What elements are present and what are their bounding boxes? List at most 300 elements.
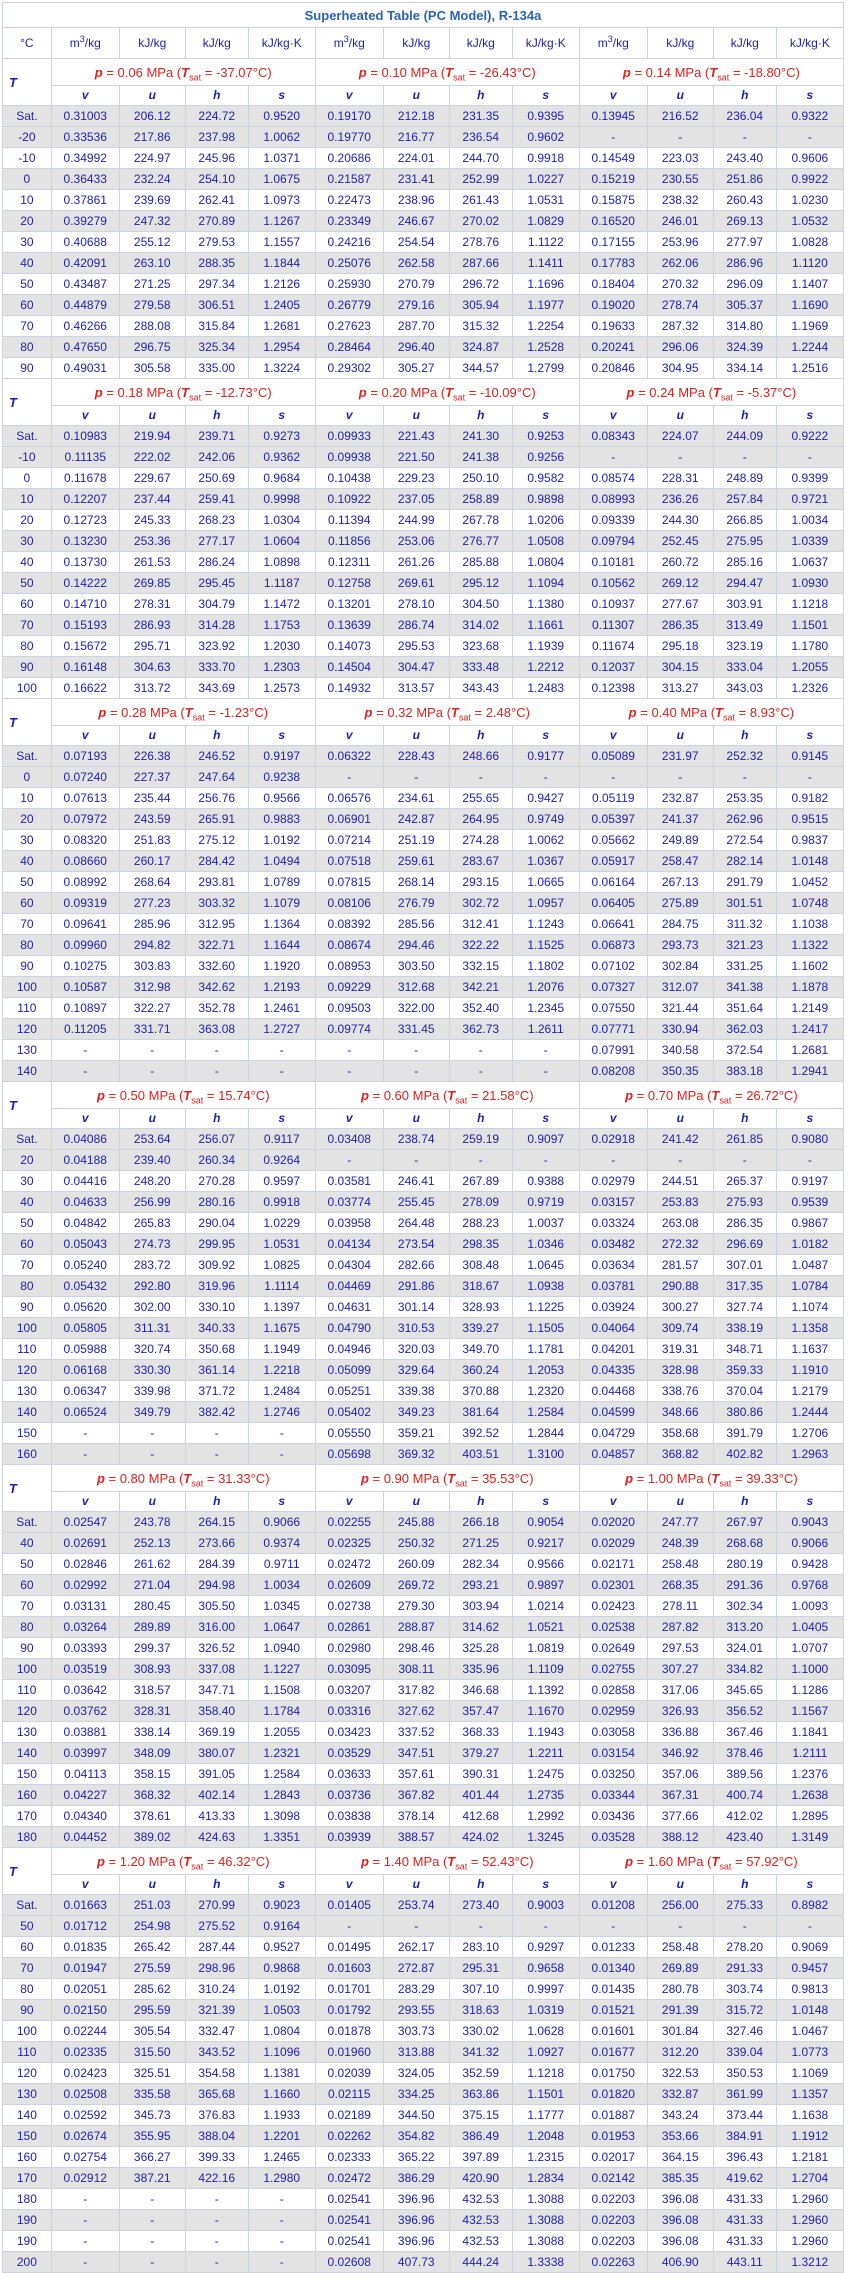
cell-v: 0.03774 (315, 1192, 383, 1213)
cell-s: 0.9606 (776, 148, 843, 169)
cell-v: 0.04857 (579, 1444, 647, 1465)
cell-u: 256.99 (119, 1192, 185, 1213)
cell-u: 212.18 (383, 106, 449, 127)
cell-h: 326.52 (185, 1638, 248, 1659)
cell-u: 244.51 (647, 1171, 713, 1192)
cell-u: 272.87 (383, 1958, 449, 1979)
cell-s: 1.2053 (512, 1360, 579, 1381)
cell-u: 224.07 (647, 426, 713, 447)
cell-v: 0.03642 (51, 1680, 119, 1701)
cell-v: 0.06322 (315, 746, 383, 767)
cell-s: 1.1411 (512, 253, 579, 274)
cell-h: 402.82 (713, 1444, 776, 1465)
cell-s: 1.2181 (776, 2147, 843, 2168)
cell-h: 266.85 (713, 510, 776, 531)
symbol-row (3, 726, 844, 746)
cell-h: 324.39 (713, 337, 776, 358)
cell-u: 279.30 (383, 1596, 449, 1617)
cell-u: 327.62 (383, 1701, 449, 1722)
symbol-v: v (51, 86, 119, 106)
cell-s: 0.9362 (248, 447, 315, 468)
cell-u: - (383, 1040, 449, 1061)
cell-s: 1.1267 (248, 211, 315, 232)
cell-v: 0.17155 (579, 232, 647, 253)
cell-h: - (713, 767, 776, 788)
row-temperature: 140 (3, 1402, 52, 1423)
cell-u: 238.74 (383, 1129, 449, 1150)
cell-u: 248.39 (647, 1533, 713, 1554)
cell-h: 347.71 (185, 1680, 248, 1701)
cell-v: - (51, 2210, 119, 2231)
cell-v: - (315, 1040, 383, 1061)
cell-s: 0.9566 (512, 1554, 579, 1575)
temperature-label: T (3, 379, 52, 426)
cell-s: 1.1557 (248, 232, 315, 253)
cell-v: 0.12398 (579, 678, 647, 699)
cell-v: 0.02203 (579, 2189, 647, 2210)
cell-v: 0.04113 (51, 1764, 119, 1785)
table-row (3, 2084, 844, 2105)
cell-u: 348.66 (647, 1402, 713, 1423)
table-row (3, 1785, 844, 1806)
cell-u: 222.02 (119, 447, 185, 468)
symbol-v: v (51, 1109, 119, 1129)
cell-h: 323.68 (449, 636, 512, 657)
table-row (3, 169, 844, 190)
cell-h: 391.05 (185, 1764, 248, 1785)
cell-h: 277.97 (713, 232, 776, 253)
cell-s: 1.1841 (776, 1722, 843, 1743)
row-temperature: 40 (3, 851, 52, 872)
pressure-heading: p = 0.80 MPa $(T_{sat} = 31.33^\circ C)$ (51, 1465, 315, 1492)
cell-u: 269.12 (647, 573, 713, 594)
cell-h: 349.70 (449, 1339, 512, 1360)
cell-s: 0.9684 (248, 468, 315, 489)
cell-v: 0.05698 (315, 1444, 383, 1465)
cell-u: 377.66 (647, 1806, 713, 1827)
cell-u: 318.57 (119, 1680, 185, 1701)
cell-h: 313.20 (713, 1617, 776, 1638)
cell-u: 228.43 (383, 746, 449, 767)
cell-s: 1.2376 (776, 1764, 843, 1785)
cell-u: 253.36 (119, 531, 185, 552)
cell-s: 1.2417 (776, 1019, 843, 1040)
symbol-s: s (512, 1875, 579, 1895)
symbol-v: v (51, 726, 119, 746)
table-row (3, 510, 844, 531)
row-temperature: 100 (3, 977, 52, 998)
cell-h: 267.97 (713, 1512, 776, 1533)
cell-h: 278.20 (713, 1937, 776, 1958)
cell-u: 285.56 (383, 914, 449, 935)
cell-h: - (185, 1040, 248, 1061)
cell-v: 0.22473 (315, 190, 383, 211)
cell-s: 1.2254 (512, 316, 579, 337)
table-row (3, 615, 844, 636)
cell-h: 343.52 (185, 2042, 248, 2063)
cell-s: 1.0532 (776, 211, 843, 232)
cell-u: 241.42 (647, 1129, 713, 1150)
cell-s: 1.0304 (248, 510, 315, 531)
cell-v: 0.19170 (315, 106, 383, 127)
cell-h: 265.37 (713, 1171, 776, 1192)
cell-s: 1.1407 (776, 274, 843, 295)
cell-u: 288.08 (119, 316, 185, 337)
cell-s: 0.9898 (512, 489, 579, 510)
cell-u: 283.72 (119, 1255, 185, 1276)
table-row (3, 211, 844, 232)
cell-u: 358.68 (647, 1423, 713, 1444)
row-temperature: 100 (3, 1659, 52, 1680)
cell-u: 262.17 (383, 1937, 449, 1958)
cell-v: 0.01878 (315, 2021, 383, 2042)
cell-u: 358.15 (119, 1764, 185, 1785)
cell-u: 284.75 (647, 914, 713, 935)
cell-v: 0.10983 (51, 426, 119, 447)
cell-u: 407.73 (383, 2252, 449, 2273)
symbol-s: s (776, 86, 843, 106)
cell-h: 244.70 (449, 148, 512, 169)
cell-h: 288.23 (449, 1213, 512, 1234)
cell-s: 1.0804 (248, 2021, 315, 2042)
cell-s: 1.2584 (248, 1764, 315, 1785)
cell-v: 0.02115 (315, 2084, 383, 2105)
cell-s: 1.1602 (776, 956, 843, 977)
cell-u: 270.79 (383, 274, 449, 295)
cell-h: 236.04 (713, 106, 776, 127)
cell-h: 294.47 (713, 573, 776, 594)
symbol-h: h (185, 1492, 248, 1512)
table-row (3, 1895, 844, 1916)
cell-v: 0.01947 (51, 1958, 119, 1979)
cell-v: 0.11678 (51, 468, 119, 489)
cell-s: 0.9182 (776, 788, 843, 809)
cell-u: 322.27 (119, 998, 185, 1019)
cell-u: 246.67 (383, 211, 449, 232)
symbol-u: u (119, 1492, 185, 1512)
cell-v: 0.02980 (315, 1638, 383, 1659)
cell-v: 0.07102 (579, 956, 647, 977)
row-temperature: 90 (3, 1638, 52, 1659)
cell-u: 238.32 (647, 190, 713, 211)
cell-u: 301.14 (383, 1297, 449, 1318)
cell-u: 221.43 (383, 426, 449, 447)
cell-h: 260.43 (713, 190, 776, 211)
cell-h: 278.76 (449, 232, 512, 253)
cell-s: 1.2960 (776, 2210, 843, 2231)
cell-v: 0.03924 (579, 1297, 647, 1318)
cell-v: 0.14932 (315, 678, 383, 699)
cell-h: 290.04 (185, 1213, 248, 1234)
row-temperature: 50 (3, 1554, 52, 1575)
unit-v: $m^3/kg$ (579, 28, 647, 59)
cell-h: 257.84 (713, 489, 776, 510)
cell-h: 376.83 (185, 2105, 248, 2126)
cell-h: 333.04 (713, 657, 776, 678)
cell-v: 0.02649 (579, 1638, 647, 1659)
cell-h: 419.62 (713, 2168, 776, 2189)
cell-h: 277.17 (185, 531, 248, 552)
cell-s: 0.9582 (512, 468, 579, 489)
cell-s: 1.2799 (512, 358, 579, 379)
cell-u: 258.47 (647, 851, 713, 872)
row-temperature: Sat. (3, 426, 52, 447)
cell-s: 1.2735 (512, 1785, 579, 1806)
cell-v: 0.02262 (315, 2126, 383, 2147)
cell-u: 245.88 (383, 1512, 449, 1533)
row-temperature: 120 (3, 2063, 52, 2084)
cell-h: 303.94 (449, 1596, 512, 1617)
cell-s: 1.1000 (776, 1659, 843, 1680)
cell-u: 338.76 (647, 1381, 713, 1402)
cell-h: 270.28 (185, 1171, 248, 1192)
table-row (3, 1533, 844, 1554)
cell-u: 268.64 (119, 872, 185, 893)
cell-u: 237.05 (383, 489, 449, 510)
cell-v: 0.05089 (579, 746, 647, 767)
cell-s: 1.0227 (512, 169, 579, 190)
cell-u: 378.14 (383, 1806, 449, 1827)
row-temperature: -10 (3, 148, 52, 169)
cell-s: 0.9164 (248, 1916, 315, 1937)
cell-s: 1.2980 (248, 2168, 315, 2189)
cell-u: 326.93 (647, 1701, 713, 1722)
cell-s: 1.0647 (248, 1617, 315, 1638)
row-temperature: 0 (3, 767, 52, 788)
table-row (3, 636, 844, 657)
symbol-h: h (449, 1875, 512, 1895)
cell-u: 309.74 (647, 1318, 713, 1339)
cell-s: 1.2111 (776, 1743, 843, 1764)
cell-s: 0.9256 (512, 447, 579, 468)
cell-u: 262.06 (647, 253, 713, 274)
cell-v: 0.04064 (579, 1318, 647, 1339)
row-temperature: -20 (3, 127, 52, 148)
cell-h: - (185, 1061, 248, 1082)
cell-h: 319.96 (185, 1276, 248, 1297)
symbol-row (3, 86, 844, 106)
cell-h: 307.01 (713, 1255, 776, 1276)
cell-v: 0.14710 (51, 594, 119, 615)
table-row (3, 274, 844, 295)
cell-h: 431.33 (713, 2189, 776, 2210)
cell-h: 314.80 (713, 316, 776, 337)
cell-v: 0.04340 (51, 1806, 119, 1827)
cell-s: 1.2484 (248, 1381, 315, 1402)
cell-s: - (248, 2210, 315, 2231)
cell-s: 1.3212 (776, 2252, 843, 2273)
cell-s: 0.9264 (248, 1150, 315, 1171)
cell-u: 302.84 (647, 956, 713, 977)
cell-h: 252.99 (449, 169, 512, 190)
cell-h: 397.89 (449, 2147, 512, 2168)
row-temperature: 70 (3, 914, 52, 935)
row-temperature: 10 (3, 788, 52, 809)
row-temperature: 60 (3, 1575, 52, 1596)
cell-u: 281.57 (647, 1255, 713, 1276)
cell-h: 325.34 (185, 337, 248, 358)
cell-u: 279.58 (119, 295, 185, 316)
cell-s: 1.0927 (512, 2042, 579, 2063)
cell-s: - (248, 2189, 315, 2210)
cell-u: 312.68 (383, 977, 449, 998)
cell-u: 346.92 (647, 1743, 713, 1764)
cell-u: 254.98 (119, 1916, 185, 1937)
cell-s: 1.0062 (512, 830, 579, 851)
cell-h: 322.22 (449, 935, 512, 956)
cell-s: 1.1069 (776, 2063, 843, 2084)
cell-s: 1.1753 (248, 615, 315, 636)
cell-h: 333.48 (449, 657, 512, 678)
cell-h: 363.86 (449, 2084, 512, 2105)
table-row (3, 468, 844, 489)
cell-h: 245.96 (185, 148, 248, 169)
cell-v: 0.02691 (51, 1533, 119, 1554)
cell-u: 304.95 (647, 358, 713, 379)
cell-v: 0.13230 (51, 531, 119, 552)
row-temperature: 110 (3, 2042, 52, 2063)
cell-h: 280.16 (185, 1192, 248, 1213)
cell-h: 259.41 (185, 489, 248, 510)
cell-h: 352.40 (449, 998, 512, 1019)
unit-s: kJ/kg·K (776, 28, 843, 59)
cell-h: 268.68 (713, 1533, 776, 1554)
cell-v: 0.03408 (315, 1129, 383, 1150)
cell-u: 277.23 (119, 893, 185, 914)
cell-s: 1.1508 (248, 1680, 315, 1701)
cell-v: 0.05099 (315, 1360, 383, 1381)
cell-s: 1.1074 (776, 1297, 843, 1318)
cell-s: 1.2055 (248, 1722, 315, 1743)
cell-h: 344.57 (449, 358, 512, 379)
cell-v: 0.07771 (579, 1019, 647, 1040)
cell-s: 1.1675 (248, 1318, 315, 1339)
cell-s: 1.0930 (776, 573, 843, 594)
cell-s: 1.3098 (248, 1806, 315, 1827)
row-temperature: 50 (3, 274, 52, 295)
cell-v: 0.08208 (579, 1061, 647, 1082)
cell-h: - (449, 1040, 512, 1061)
table-row (3, 678, 844, 699)
cell-h: 252.32 (713, 746, 776, 767)
cell-u: 311.31 (119, 1318, 185, 1339)
cell-v: 0.27623 (315, 316, 383, 337)
cell-s: 0.9217 (512, 1533, 579, 1554)
cell-h: 332.15 (449, 956, 512, 977)
cell-u: 348.09 (119, 1743, 185, 1764)
table-row (3, 914, 844, 935)
cell-s: 1.2681 (248, 316, 315, 337)
cell-u: 303.83 (119, 956, 185, 977)
symbol-u: u (647, 1109, 713, 1129)
cell-h: 259.19 (449, 1129, 512, 1150)
symbol-h: h (449, 406, 512, 426)
cell-s: 0.9066 (776, 1533, 843, 1554)
cell-h: 392.52 (449, 1423, 512, 1444)
cell-s: - (512, 767, 579, 788)
cell-h: 370.88 (449, 1381, 512, 1402)
unit-u: kJ/kg (383, 28, 449, 59)
cell-s: 0.9043 (776, 1512, 843, 1533)
cell-u: 339.98 (119, 1381, 185, 1402)
cell-v: 0.11674 (579, 636, 647, 657)
symbol-s: s (248, 1492, 315, 1512)
cell-u: 339.38 (383, 1381, 449, 1402)
cell-h: 327.74 (713, 1297, 776, 1318)
cell-s: 1.2895 (776, 1806, 843, 1827)
cell-v: 0.04086 (51, 1129, 119, 1150)
cell-s: - (512, 1040, 579, 1061)
cell-s: 0.9080 (776, 1129, 843, 1150)
cell-u: 385.35 (647, 2168, 713, 2189)
cell-s: 1.1878 (776, 977, 843, 998)
cell-h: 261.43 (449, 190, 512, 211)
symbol-u: u (119, 726, 185, 746)
cell-v: 0.10922 (315, 489, 383, 510)
symbol-s: s (248, 1109, 315, 1129)
cell-h: 343.43 (449, 678, 512, 699)
cell-v: 0.05550 (315, 1423, 383, 1444)
cell-s: 1.1781 (512, 1339, 579, 1360)
cell-h: 321.23 (713, 935, 776, 956)
cell-u: 387.21 (119, 2168, 185, 2189)
cell-u: - (383, 1916, 449, 1937)
row-temperature: 120 (3, 1360, 52, 1381)
cell-u: 343.24 (647, 2105, 713, 2126)
symbol-u: u (383, 1492, 449, 1512)
cell-h: 362.03 (713, 1019, 776, 1040)
cell-h: 389.56 (713, 1764, 776, 1785)
cell-h: 403.51 (449, 1444, 512, 1465)
cell-u: 294.46 (383, 935, 449, 956)
cell-s: 1.2444 (776, 1402, 843, 1423)
cell-v: 0.01960 (315, 2042, 383, 2063)
cell-v: 0.11135 (51, 447, 119, 468)
cell-s: 1.1920 (248, 956, 315, 977)
table-row (3, 594, 844, 615)
cell-u: 293.55 (383, 2000, 449, 2021)
cell-s: 1.1912 (776, 2126, 843, 2147)
cell-h: 311.32 (713, 914, 776, 935)
cell-s: 1.2573 (248, 678, 315, 699)
cell-u: 271.04 (119, 1575, 185, 1596)
cell-v: 0.02609 (315, 1575, 383, 1596)
table-row (3, 809, 844, 830)
cell-u: 294.82 (119, 935, 185, 956)
cell-s: 1.2746 (248, 1402, 315, 1423)
cell-v: 0.47650 (51, 337, 119, 358)
row-temperature: 40 (3, 253, 52, 274)
cell-h: 315.72 (713, 2000, 776, 2021)
cell-v: 0.14504 (315, 657, 383, 678)
cell-s: 1.3224 (248, 358, 315, 379)
cell-h: 246.52 (185, 746, 248, 767)
unit-v: $m^3/kg$ (315, 28, 383, 59)
cell-h: 262.96 (713, 809, 776, 830)
row-temperature: 90 (3, 657, 52, 678)
cell-s: 0.9003 (512, 1895, 579, 1916)
table-row (3, 1937, 844, 1958)
cell-v: 0.11394 (315, 510, 383, 531)
pressure-heading: p = 1.60 MPa $(T_{sat} = 57.92^\circ C)$ (579, 1848, 843, 1875)
symbol-u: u (383, 406, 449, 426)
cell-u: 334.25 (383, 2084, 449, 2105)
cell-v: 0.01208 (579, 1895, 647, 1916)
row-temperature: 80 (3, 337, 52, 358)
cell-h: 286.35 (713, 1213, 776, 1234)
cell-v: 0.06524 (51, 1402, 119, 1423)
symbol-u: u (119, 86, 185, 106)
